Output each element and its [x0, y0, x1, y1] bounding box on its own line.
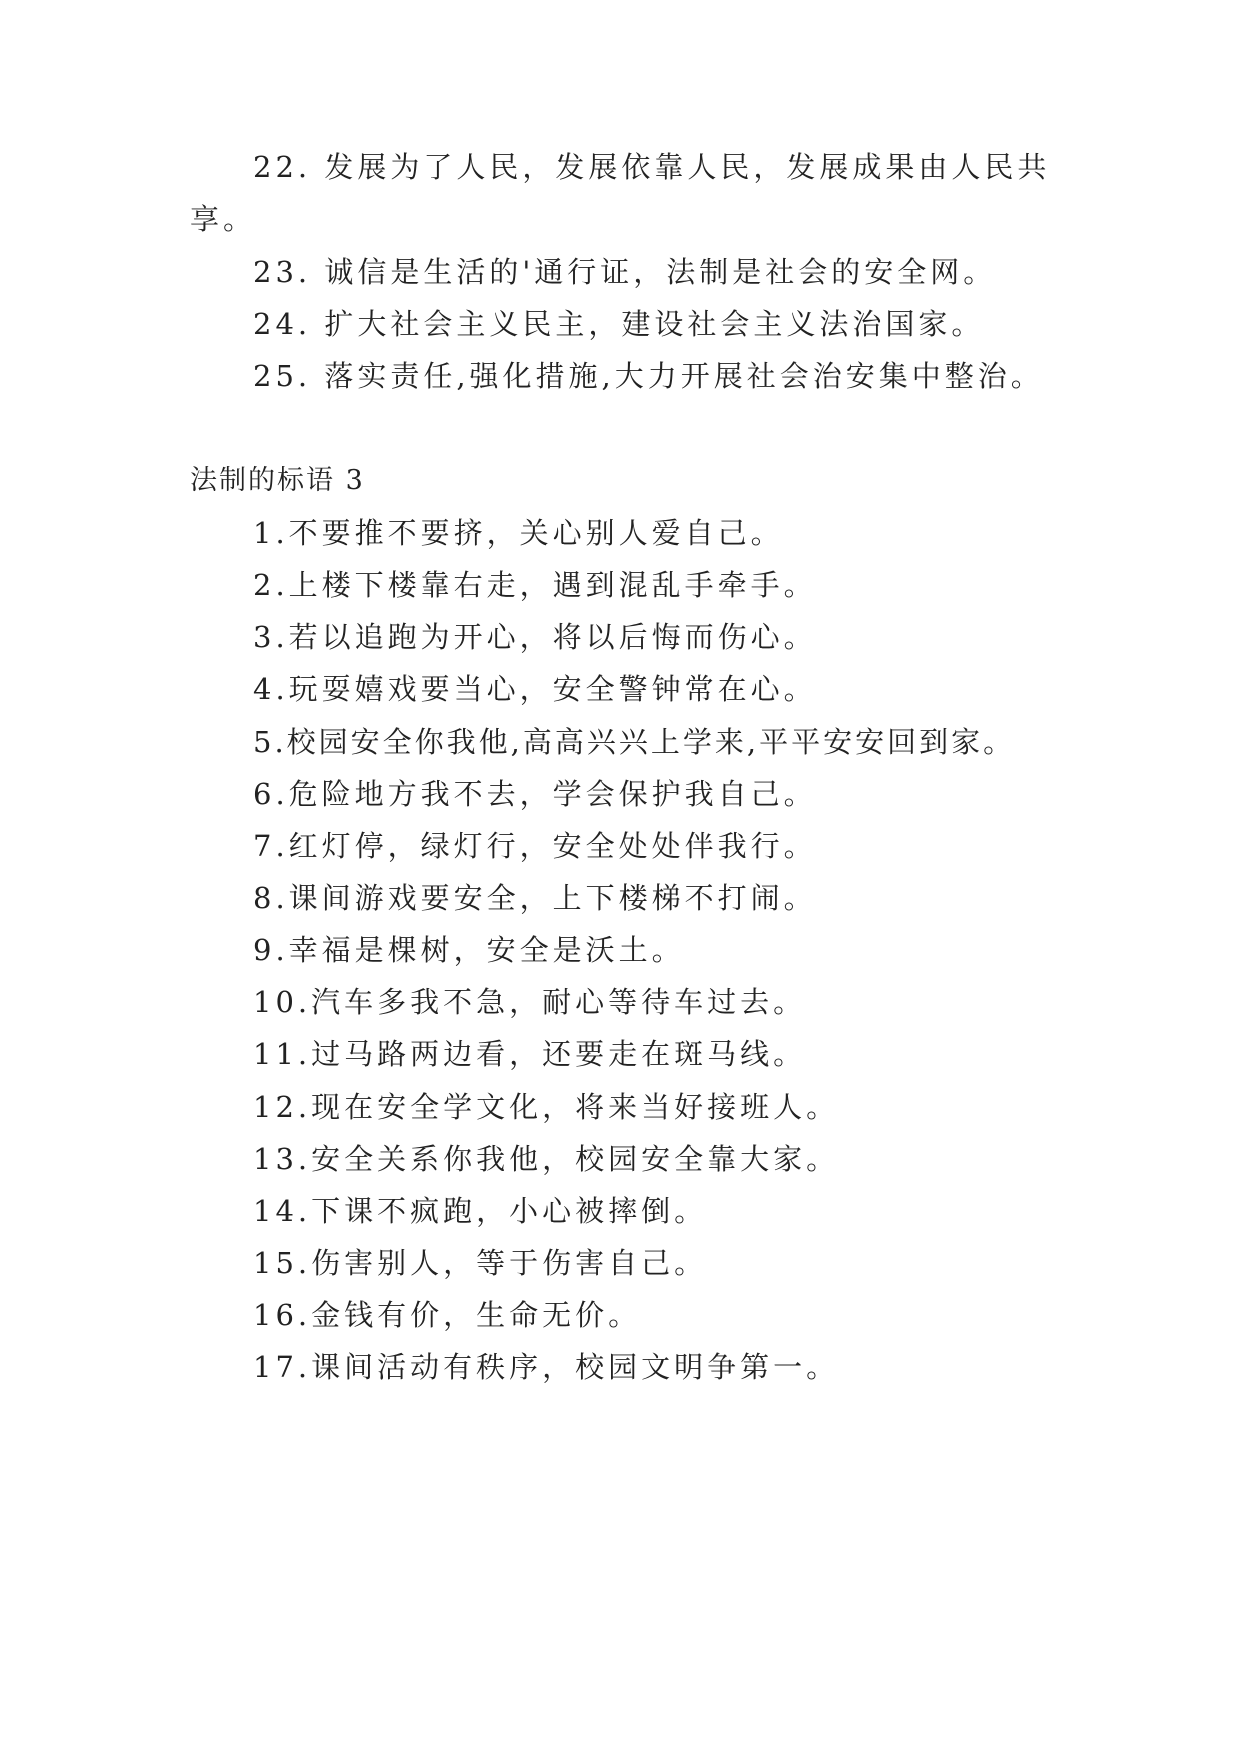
slogan-23: 23. 诚信是生活的'通行证，法制是社会的安全网。 — [253, 255, 997, 289]
slogan-22-line-2: 享。 — [190, 202, 257, 236]
section-heading: 法制的标语 3 — [190, 465, 365, 496]
list-item: 7.红灯停，绿灯行，安全处处伴我行。 — [253, 829, 817, 863]
list-item: 3.若以追跑为开心，将以后悔而伤心。 — [253, 620, 817, 654]
list-item: 17.课间活动有秩序，校园文明争第一。 — [253, 1350, 840, 1384]
list-item: 15.伤害别人，等于伤害自己。 — [253, 1246, 708, 1280]
list-item: 10.汽车多我不急，耐心等待车过去。 — [253, 985, 807, 1019]
list-item: 2.上楼下楼靠右走，遇到混乱手牵手。 — [253, 568, 817, 602]
slogan-25: 25. 落实责任,强化措施,大力开展社会治安集中整治。 — [253, 359, 1044, 393]
list-item: 14.下课不疯跑，小心被摔倒。 — [253, 1194, 708, 1228]
list-item: 5.校园安全你我他,高高兴兴上学来,平平安安回到家。 — [253, 725, 1016, 759]
list-item: 8.课间游戏要安全，上下楼梯不打闹。 — [253, 881, 817, 915]
slogan-22-line-1: 22. 发展为了人民，发展依靠人民，发展成果由人民共 — [253, 150, 1051, 184]
list-item: 16.金钱有价，生命无价。 — [253, 1298, 642, 1332]
list-item: 6.危险地方我不去，学会保护我自己。 — [253, 777, 817, 811]
list-item: 12.现在安全学文化，将来当好接班人。 — [253, 1090, 840, 1124]
slogan-24: 24. 扩大社会主义民主，建设社会主义法治国家。 — [253, 307, 985, 341]
list-item: 11.过马路两边看，还要走在斑马线。 — [253, 1037, 807, 1071]
list-item: 4.玩耍嬉戏要当心，安全警钟常在心。 — [253, 672, 817, 706]
list-item: 13.安全关系你我他，校园安全靠大家。 — [253, 1142, 840, 1176]
list-item: 1.不要推不要挤，关心别人爱自己。 — [253, 516, 784, 550]
list-item: 9.幸福是棵树，安全是沃土。 — [253, 933, 685, 967]
